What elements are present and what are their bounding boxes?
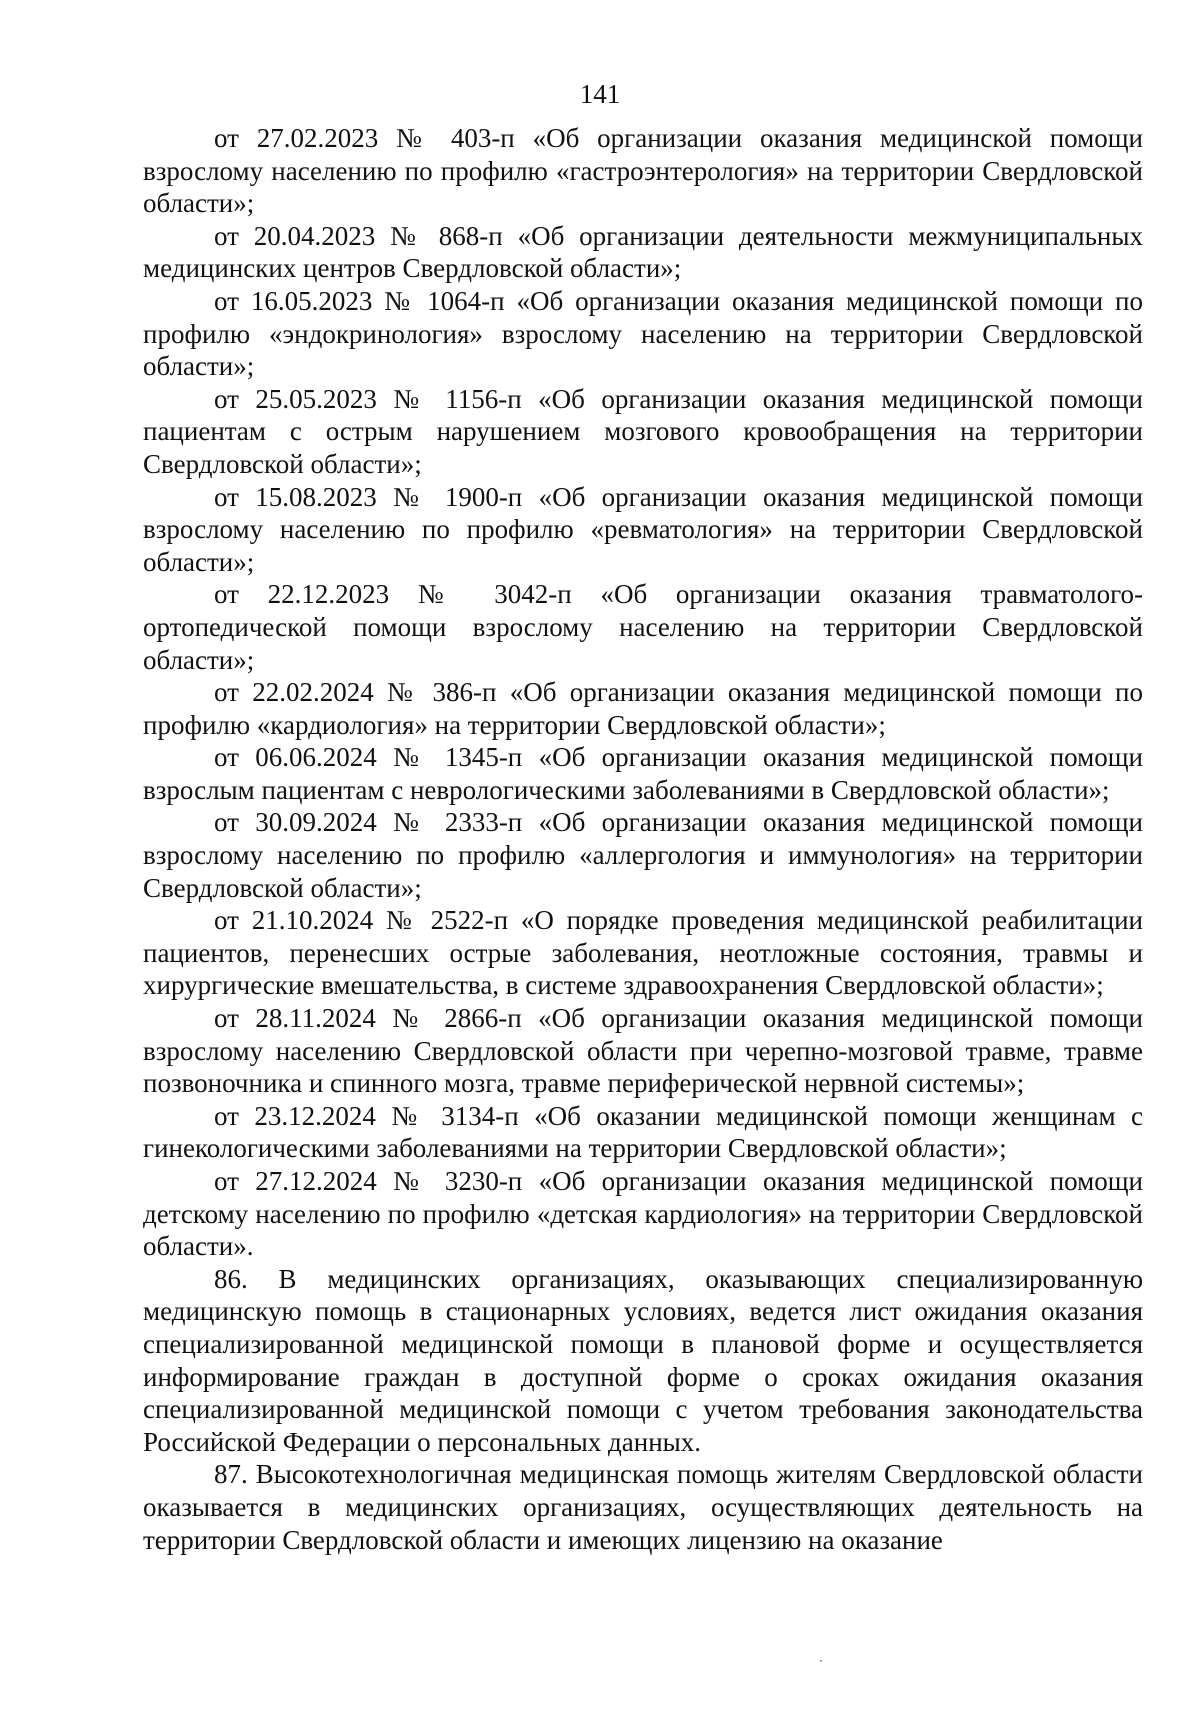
scan-speck xyxy=(820,1660,822,1662)
paragraph-decree-1900: от 15.08.2023 № 1900-п «Об организации оказания медицинской помощи взрослому населению по профилю «ревматология» на территории Свердловской области»; xyxy=(143,481,1143,577)
paragraph-decree-3042: от 22.12.2023 № 3042-п «Об организации оказания травматолого-ортопедической помощи взрослому населению на территории Свердловской области»; xyxy=(143,579,1143,675)
paragraph-decree-1345: от 06.06.2024 № 1345-п «Об организации оказания медицинской помощи взрослым пациентам с неврологическими заболеваниями в Свердловской области»; xyxy=(143,742,1143,805)
paragraph-decree-2522: от 21.10.2024 № 2522-п «О порядке проведения медицинской реабилитации пациентов, перенесших острые заболевания, неотложные состояния, травмы и хирургические вмешательства, в системе здравоохранения Свердловской области»; xyxy=(143,905,1143,1001)
paragraph-item-86: 86. В медицинских организациях, оказывающих специализированную медицинскую помощь в стационарных условиях, ведется лист ожидания оказания специализированной медицинской помощи в плановой форме и осуществляется информирование граждан в доступной форме о сроках ожидания оказания специализированной медицинской помощи с учетом требования законодательства Российской Федерации о персональных данных. xyxy=(143,1263,1143,1457)
paragraph-decree-3230: от 27.12.2024 № 3230-п «Об организации оказания медицинской помощи детскому населению по профилю «детская кардиология» на территории Свердловской области». xyxy=(143,1166,1143,1262)
paragraph-decree-3134: от 23.12.2024 № 3134-п «Об оказании медицинской помощи женщинам с гинекологическими заболеваниями на территории Свердловской области»; xyxy=(143,1100,1143,1164)
paragraph-decree-868: от 20.04.2023 № 868-п «Об организации деятельности межмуниципальных медицинских центров Свердловской области»; xyxy=(143,220,1143,284)
document-body xyxy=(143,122,1143,1556)
paragraph-decree-2333: от 30.09.2024 № 2333-п «Об организации оказания медицинской помощи взрослому населению по профилю «аллергология и иммунология» на территории Свердловской области»; xyxy=(143,807,1143,903)
paragraph-decree-403: от 27.02.2023 № 403-п «Об организации оказания медицинской помощи взрослому населению по профилю «гастроэнтерология» на территории Свердловской области»; xyxy=(143,123,1143,219)
paragraph-decree-1064: от 16.05.2023 № 1064-п «Об организации оказания медицинской помощи по профилю «эндокринология» взрослому населению на территории Свердловской области»; xyxy=(143,285,1143,382)
paragraph-decree-2866: от 28.11.2024 № 2866-п «Об организации оказания медицинской помощи взрослому населению Свердловской области при черепно-мозговой травме, травме позвоночника и спинного мозга, травме периферической нервной системы»; xyxy=(143,1003,1143,1099)
paragraph-decree-1156: от 25.05.2023 № 1156-п «Об организации оказания медицинской помощи пациентам с острым нарушением мозгового кровообращения на территории Свердловской области»; xyxy=(143,383,1143,479)
paragraph-item-87: 87. Высокотехнологичная медицинская помощь жителям Свердловской области оказывается в медицинских организациях, осуществляющих деятельность на территории Свердловской области и имеющих лицензию на оказание xyxy=(143,1459,1143,1555)
paragraph-decree-386: от 22.02.2024 № 386-п «Об организации оказания медицинской помощи по профилю «кардиология» на территории Свердловской области»; xyxy=(143,677,1143,740)
page-number: 141 xyxy=(579,79,621,109)
